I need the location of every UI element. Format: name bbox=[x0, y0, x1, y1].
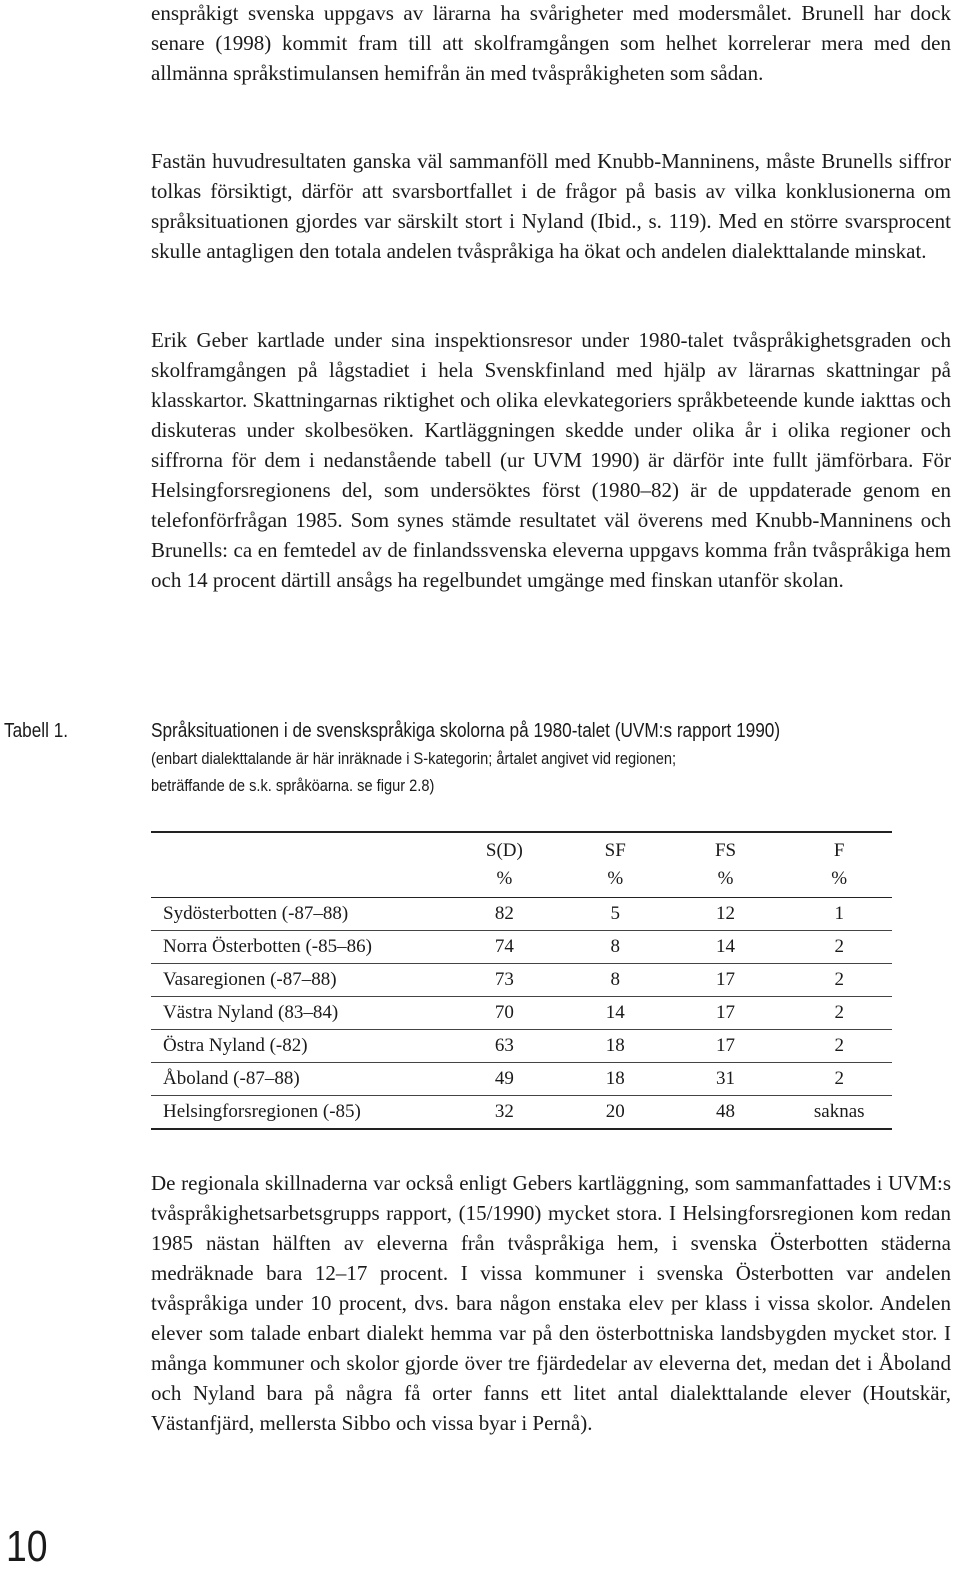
unit-percent: % bbox=[566, 865, 665, 898]
table-note bbox=[151, 745, 891, 799]
value-cell: 18 bbox=[566, 1030, 665, 1063]
paragraph-geber-survey: Erik Geber kartlade under sina inspektionsresor under 1980-talet tvåspråkighetsgraden och skolframgången på lågstadiet i hela Svenskfinland med hjälp av lärarnas skattningar på klasskartor. Skattningarnas riktighet och olika elevkategoriers språkbeteende kunde iakttas och diskuteras under skolbesöken. Kartläggningen skedde under olika år i olika regioner och siffrorna för dem i nedanstående tabell (ur UVM 1990) är därför inte fullt jämförbara. För Helsingforsregionens del, som undersöktes först (1980–82) är de uppdaterade genom en telefonförfrågan 1985. Som synes stämde resultatet väl överens med Knubb-Manninens och Brunells: ca en femtedel av de finlandssvenska eleverna uppgavs komma från tvåspråkiga hem och 14 procent därtill ansågs ha regelbundet umgänge med finskan utanför skolan. bbox=[151, 328, 951, 592]
table-row bbox=[151, 1063, 892, 1096]
table-label: Tabell 1. bbox=[4, 720, 69, 742]
table-row bbox=[151, 997, 892, 1030]
unit-percent: % bbox=[665, 865, 787, 898]
unit-percent: % bbox=[786, 865, 892, 898]
page-number: 10 bbox=[6, 1522, 48, 1571]
table-row bbox=[151, 1096, 892, 1130]
value-cell: 2 bbox=[786, 997, 892, 1030]
region-cell: Östra Nyland (-82) bbox=[151, 1030, 443, 1063]
value-cell: 2 bbox=[786, 1063, 892, 1096]
region-cell: Vasaregionen (-87–88) bbox=[151, 964, 443, 997]
table-row bbox=[151, 1030, 892, 1063]
table-row bbox=[151, 964, 892, 997]
value-cell: 17 bbox=[665, 1030, 787, 1063]
value-cell: 14 bbox=[566, 997, 665, 1030]
language-situation-table bbox=[151, 831, 892, 1130]
value-cell: 48 bbox=[665, 1096, 787, 1130]
value-cell: 5 bbox=[566, 898, 665, 931]
paragraph-brunell-results: Fastän huvudresultaten ganska väl sammanföll med Knubb-Manninens, måste Brunells siffror tolkas försiktigt, därför att svarsbortfallet i de frågor på basis av vilka konklusionerna om språksituationen gjordes var särskilt stort i Nyland (Ibid., s. 119). Med en större svarsprocent skulle antagligen den totala andelen tvåspråkiga ha ökat och andelen dialekttalande minskat. bbox=[151, 149, 951, 263]
unit-percent: % bbox=[443, 865, 566, 898]
value-cell: 2 bbox=[786, 931, 892, 964]
value-cell: saknas bbox=[786, 1096, 892, 1130]
table-row bbox=[151, 931, 892, 964]
region-cell: Norra Österbotten (-85–86) bbox=[151, 931, 443, 964]
unit-empty bbox=[151, 865, 443, 898]
header-f: F bbox=[786, 832, 892, 865]
value-cell: 31 bbox=[665, 1063, 787, 1096]
table-note-line: (enbart dialekttalande är här inräknade i S-kategorin; årtalet angivet vid regionen; bbox=[151, 749, 677, 768]
value-cell: 73 bbox=[443, 964, 566, 997]
value-cell: 20 bbox=[566, 1096, 665, 1130]
value-cell: 17 bbox=[665, 997, 787, 1030]
value-cell: 74 bbox=[443, 931, 566, 964]
table-header-row bbox=[151, 832, 892, 865]
value-cell: 32 bbox=[443, 1096, 566, 1130]
value-cell: 8 bbox=[566, 964, 665, 997]
table-unit-row bbox=[151, 865, 892, 898]
table-title: Språksituationen i de svenskspråkiga skolorna på 1980-talet (UVM:s rapport 1990) bbox=[151, 720, 781, 742]
value-cell: 2 bbox=[786, 964, 892, 997]
value-cell: 1 bbox=[786, 898, 892, 931]
value-cell: 70 bbox=[443, 997, 566, 1030]
value-cell: 2 bbox=[786, 1030, 892, 1063]
value-cell: 17 bbox=[665, 964, 787, 997]
region-cell: Sydösterbotten (-87–88) bbox=[151, 898, 443, 931]
table-note-line: beträffande de s.k. språköarna. se figur 2.8) bbox=[151, 776, 435, 795]
region-cell: Åboland (-87–88) bbox=[151, 1063, 443, 1096]
header-fs: FS bbox=[665, 832, 787, 865]
region-cell: Västra Nyland (83–84) bbox=[151, 997, 443, 1030]
value-cell: 12 bbox=[665, 898, 787, 931]
value-cell: 63 bbox=[443, 1030, 566, 1063]
value-cell: 49 bbox=[443, 1063, 566, 1096]
header-sd: S(D) bbox=[443, 832, 566, 865]
header-sf: SF bbox=[566, 832, 665, 865]
paragraph-continuation: enspråkigt svenska uppgavs av lärarna ha svårigheter med modersmålet. Brunell har dock senare (1998) kommit fram till att skolframgången som helhet korrelerar mera med den allmänna språkstimulansen hemifrån än med tvåspråkigheten som sådan. bbox=[151, 1, 951, 85]
region-cell: Helsingforsregionen (-85) bbox=[151, 1096, 443, 1130]
value-cell: 14 bbox=[665, 931, 787, 964]
value-cell: 18 bbox=[566, 1063, 665, 1096]
table-row bbox=[151, 898, 892, 931]
value-cell: 8 bbox=[566, 931, 665, 964]
value-cell: 82 bbox=[443, 898, 566, 931]
header-empty bbox=[151, 832, 443, 865]
paragraph-regional-differences: De regionala skillnaderna var också enligt Gebers kartläggning, som sammanfattades i UVM:s tvåspråkighetsarbetsgrupps rapport, (15/1990) mycket stora. I Helsingforsregionen kom redan 1985 nästan hälften av eleverna från tvåspråkiga hem, i svenska Österbotten städerna medräknade bara 12–17 procent. I vissa kommuner i svenska Österbotten var andelen tvåspråkiga under 10 procent, dvs. bara någon enstaka elev per klass i vissa skolor. Andelen elever som talade enbart dialekt hemma var på den österbottniska landsbygden mycket stor. I många kommuner och skolor gjorde över tre fjärdedelar av eleverna det, medan det i Åboland och Nyland bara på några få orter fanns ett litet antal dialekttalande elever (Houtskär, Västanfjärd, mellersta Sibbo och vissa byar i Pernå). bbox=[151, 1171, 951, 1435]
